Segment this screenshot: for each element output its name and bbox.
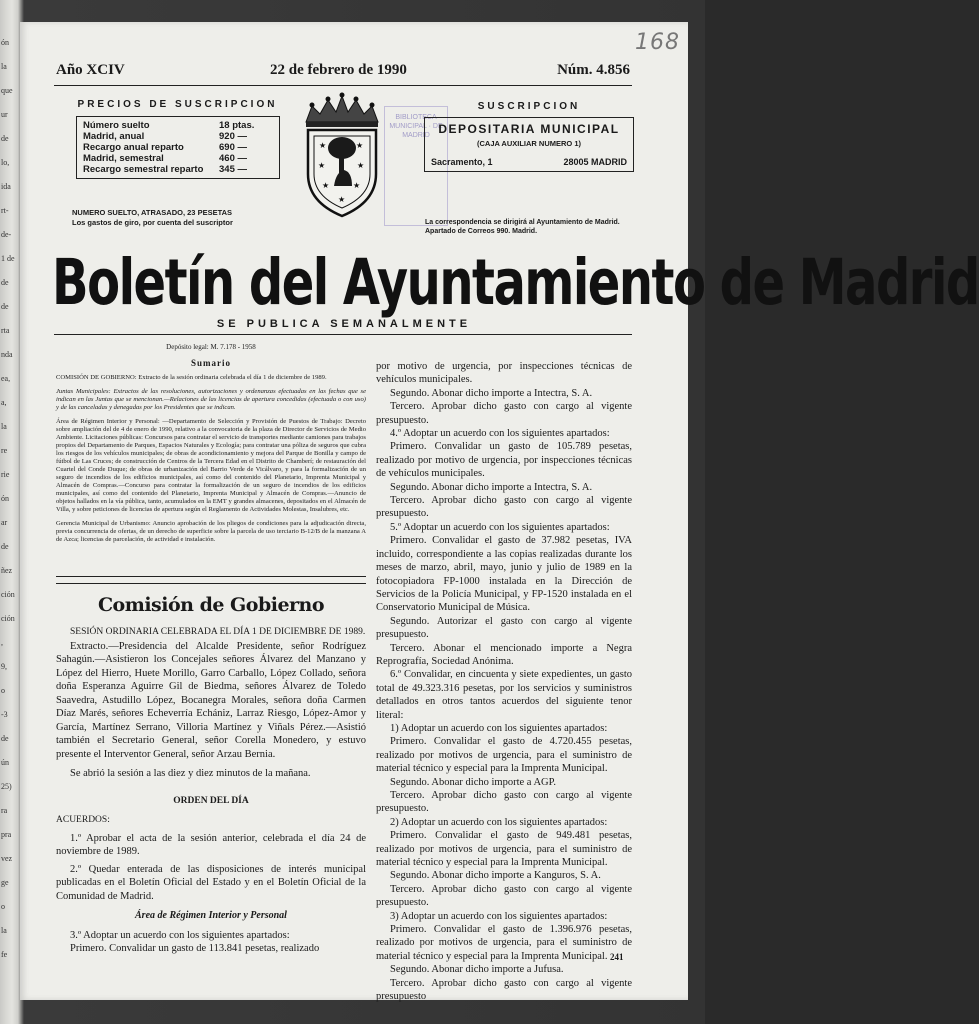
prev-page-fragment: 25) — [1, 782, 12, 791]
prev-page-fragment: de — [1, 134, 9, 143]
prev-page-fragment: nda — [1, 350, 13, 359]
paragraph: 6.º Convalidar, en cincuenta y siete expedientes, un gasto total de 49.323.316 pesetas, por los servicios y suministros detallados en otros tantos acuerdos del siguiente tenor literal: — [376, 669, 632, 721]
price-value: 690 — — [219, 142, 247, 153]
session-heading: SESIÓN ORDINARIA CELEBRADA EL DÍA 1 DE DICIEMBRE DE 1989. — [70, 627, 366, 637]
session-extract: Extracto.—Presidencia del Alcalde Presidente, señor Rodríguez Sahagún.—Asistieron los Concejales señores Álvarez del Manzano y López del Hierro, Huete Morillo, Garro Carballo, López Collado, señora doña Esperanza Aguirre Gil de Biedma, señores Álvarez de Toledo Saavedra, Astudillo López, Bocanegra Morales, señora doña Carmen Díaz Marés, señores Echeverría Echániz, Larraz Riesgo, López-Amor y García, Martínez Serrano, Villoria Martínez y Viñals Pérez.—Asistió también el Secretario General, señor Corella Monedero, y estuvo presente el Interventor General, señor Arzau Bernia. — [56, 640, 366, 760]
issue-year: Año XCIV — [56, 62, 125, 78]
office-box — [424, 117, 634, 172]
svg-text:★: ★ — [322, 181, 330, 190]
svg-text:★: ★ — [357, 161, 365, 170]
library-stamp: BIBLIOTECA MUNICIPAL · DE MADRID — [384, 106, 448, 226]
paragraph: Tercero. Abonar el mencionado importe a Negra Reprografía, Sociedad Anónima. — [376, 642, 632, 667]
paragraph: Primero. Convalidar un gasto de 105.789 pesetas, realizado por motivo de urgencia, por inspecciones técnicas de vehículos municipales. — [376, 441, 632, 480]
paragraph: Primero. Convalidar el gasto de 949.481 pesetas, realizado por motivos de urgencia, para el suministro de material técnico y especial para la Imprenta Municipal. — [376, 830, 632, 869]
prev-page-fragment: ñez — [1, 566, 13, 575]
handwritten-folio: 168 — [635, 30, 680, 55]
paragraph: 5.º Adoptar un acuerdo con los siguientes apartados: — [390, 521, 610, 533]
paragraph: 1) Adoptar un acuerdo con los siguientes apartados: — [390, 722, 608, 734]
subscription-office — [424, 101, 634, 172]
prev-page-fragment: la — [1, 422, 7, 431]
prev-page-fragment: de — [1, 734, 9, 743]
summary-title: Sumario — [190, 358, 231, 368]
left-column-text — [56, 626, 366, 956]
subscription-title: SUSCRIPCION — [477, 101, 581, 112]
page-number: 241 — [610, 952, 624, 962]
prev-page-fragment: , — [1, 638, 3, 647]
prices-title: PRECIOS DE SUSCRIPCION — [77, 99, 278, 110]
office-name: DEPOSITARIA MUNICIPAL — [438, 122, 620, 136]
svg-text:★: ★ — [356, 141, 364, 150]
issue-number: Núm. 4.856 — [557, 62, 630, 78]
paragraph: Tercero. Aprobar dicho gasto con cargo al vigente presupuesto. — [376, 883, 632, 909]
office-city: 28005 MADRID — [563, 157, 627, 167]
prev-page-fragment: ón — [1, 494, 9, 503]
office-sub: (CAJA AUXILIAR NUMERO 1) — [476, 139, 582, 148]
prev-page-fragment: re — [1, 446, 8, 455]
prev-page-fragment: ida — [1, 182, 11, 191]
prices-note-2: Los gastos de giro, por cuenta del suscriptor — [72, 218, 233, 227]
prev-page-fragment: de — [1, 542, 9, 551]
agenda-item: 3.º Adoptar un acuerdo con los siguientes apartados: — [70, 929, 290, 941]
prev-page-fragment: la — [1, 926, 7, 935]
paragraph: Tercero. Aprobar dicho gasto con cargo al vigente presupuesto. — [376, 401, 632, 426]
prev-page-fragment: 1 de — [1, 254, 15, 263]
prev-page-fragment: pra — [1, 830, 12, 839]
area-heading: Área de Régimen Interior y Personal — [135, 910, 287, 921]
agenda-item: 2.º Quedar enterada de las disposiciones de interés municipal publicadas en el Boletín Oficial del Estado y en el Boletín Oficial de la Comunidad de Madrid. — [56, 863, 366, 902]
tagline: SE PUBLICA SEMANALMENTE — [216, 318, 472, 330]
paragraph: Tercero. Aprobar dicho gasto con cargo al vigente presupuesto — [376, 977, 632, 1003]
masthead-rule — [54, 334, 632, 335]
price-value: 460 — — [219, 153, 247, 164]
prev-page-fragment: que — [1, 86, 13, 95]
summary-item: Gerencia Municipal de Urbanismo: Anuncio aprobación de los pliegos de condiciones para la adjudicación directa, previa concurrencia de ofertas, de un derecho de superficie sobre la parcela de uso terciario B-12/B de la manzana A de Azca; licencias de parcelación, de actividad e instalación. — [56, 520, 366, 543]
subscription-prices — [70, 99, 285, 179]
prev-page-fragment: rt- — [1, 206, 9, 215]
price-label: Recargo anual reparto — [83, 142, 184, 153]
paragraph: por motivo de urgencia, por inspecciones técnicas de vehículos municipales. — [376, 361, 632, 386]
price-row — [83, 120, 273, 131]
price-row — [83, 164, 273, 175]
prev-page-fragment: lo, — [1, 158, 10, 167]
agenda-item: 1.º Aprobar el acta de la sesión anterior, celebrada el día 24 de noviembre de 1989. — [56, 832, 366, 857]
right-column-text — [376, 360, 632, 1004]
correspondence-note: La correspondencia se dirigirá al Ayuntamiento de Madrid. Apartado de Correos 990. Madrid. — [425, 219, 620, 235]
prev-page-fragment: ón — [1, 38, 9, 47]
newspaper-page — [20, 22, 979, 1003]
prev-page-fragment: ea, — [1, 374, 11, 383]
paragraph: Tercero. Aprobar dicho gasto con cargo al vigente presupuesto. — [376, 790, 632, 815]
price-value: 345 — — [219, 164, 247, 175]
acuerdos-label: ACUERDOS: — [56, 815, 110, 825]
paragraph: Primero. Convalidar el gasto de 1.396.976 pesetas, realizado por motivos de urgencia, para el suministro de material técnico y especial para la Imprenta Municipal. — [376, 924, 632, 962]
paragraph: Segundo. Abonar dicho importe a AGP. — [390, 776, 556, 788]
summary-item: Área de Régimen Interior y Personal: —Departamento de Selección y Provisión de Puestos de Trabajo: Decreto sobre ampliación del de 4 de enero de 1990, relativo a la convocatoria de la plaza de Director de Servicios de Medio Ambiente. Licitaciones públicas: Concursos para contratar el servicio de transportes mediante camiones para trabajos propios del Departamento de Parques, Espacios Naturales y Ecología; para contratar una póliza de seguros que cubra los riesgos de los vehículos municipales; de obras de acondicionamiento y mejora del Parque de Bonilla y campo de fútbol de Las Cruces; de construcción de Centros de la Tercera Edad en el Distrito de Chamberí; de restauración del Cuartel del Conde Duque; de obras de urbanización del Barrio Verde de Vicálvaro, y para la formalización de un seguro de incendios de los edificios municipales, así como del contenido del Planetario, Imprenta Municipal y Almacén de Compras.—Concurso para contratar la formalización de un seguro de incendios de los edificios municipales, así como del contenido del Planetario, Imprenta Municipal y Almacén de Compras.—Anuncio de objetos hallados en la vía pública, tanto, acumulados en la EMT y grandes almacenes, depositados en el Almacén de Villa, y sobre peticiones de licencias de apertura según el Reglamento de Actividades Molestas, Insalubres, etc. — [56, 418, 366, 513]
paragraph: 4.º Adoptar un acuerdo con los siguientes apartados: — [390, 428, 610, 440]
price-row — [83, 131, 273, 142]
summary-item: COMISIÓN DE GOBIERNO: Extracto de la sesión ordinaria celebrada el día 1 de diciembre de 1989. — [56, 374, 327, 381]
section-divider — [56, 576, 366, 584]
office-address — [431, 157, 627, 167]
prev-page-fragment: de — [1, 278, 9, 287]
paragraph: Segundo. Abonar dicho importe a Jufusa. — [390, 964, 564, 976]
previous-page-edge — [0, 30, 17, 990]
prev-page-fragment: 9, — [1, 662, 7, 671]
madrid-coat-of-arms-icon — [298, 92, 386, 220]
issue-line — [56, 62, 630, 82]
price-row — [83, 142, 273, 153]
paragraph: Segundo. Autorizar el gasto con cargo al vigente presupuesto. — [376, 615, 632, 641]
prev-page-fragment: ción — [1, 590, 15, 599]
prev-page-fragment: -3 — [1, 710, 8, 719]
price-label: Recargo semestral reparto — [83, 164, 204, 175]
svg-text:★: ★ — [318, 161, 326, 170]
prices-note-1: NUMERO SUELTO, ATRASADO, 23 PESETAS — [72, 208, 233, 217]
prev-page-fragment: fe — [1, 950, 8, 959]
deposito-legal: Depósito legal: M. 7.178 - 1958 — [166, 343, 256, 351]
paragraph: Segundo. Abonar dicho importe a Kanguros, S. A. — [390, 870, 601, 882]
price-label: Madrid, anual — [83, 131, 145, 142]
svg-text:★: ★ — [319, 141, 327, 150]
svg-text:★: ★ — [353, 181, 361, 190]
paragraph: Segundo. Abonar dicho importe a Intectra, S. A. — [390, 387, 593, 399]
prev-page-fragment: ur — [1, 110, 8, 119]
paragraph: Primero. Convalidar el gasto de 37.982 pesetas, IVA incluido, correspondiente a las copias realizadas durante los meses de marzo, abril, mayo, junio y julio de 1989 en la fotocopiadora FP-1000 instalada en la Dirección de Servicios de la Policía Municipal, y FP-1520 instalada en el Conservatorio Municipal de Música. — [376, 535, 632, 614]
summary — [56, 358, 366, 544]
prev-page-fragment: rta — [1, 326, 10, 335]
prices-notes — [72, 208, 292, 228]
prev-page-fragment: o — [1, 902, 5, 911]
paragraph: Primero. Convalidar el gasto de 4.720.455 pesetas, realizado por motivos de urgencia, para el suministro de material técnico y especial para la Imprenta Municipal. — [376, 736, 632, 775]
prev-page-fragment: ra — [1, 806, 8, 815]
header-rule — [54, 85, 632, 86]
session-opening: Se abrió la sesión a las diez y diez minutos de la mañana. — [70, 768, 311, 779]
prev-page-fragment: de- — [1, 230, 12, 239]
prev-page-fragment: o — [1, 686, 5, 695]
prev-page-fragment: la — [1, 62, 7, 71]
prev-page-fragment: ar — [1, 518, 8, 527]
agenda-heading: ORDEN DEL DÍA — [173, 795, 249, 806]
prices-table — [76, 116, 280, 179]
price-label: Madrid, semestral — [83, 153, 164, 164]
price-label: Número suelto — [83, 120, 150, 131]
price-value: 920 — — [219, 131, 247, 142]
masthead-title: Boletín del Ayuntamiento de Madrid — [52, 245, 979, 320]
svg-text:★: ★ — [338, 195, 346, 204]
paragraph: 3) Adoptar un acuerdo con los siguientes apartados: — [390, 910, 608, 922]
prev-page-fragment: vez — [1, 854, 13, 863]
prev-page-fragment: de — [1, 302, 9, 311]
agenda-item: Primero. Convalidar un gasto de 113.841 pesetas, realizado — [70, 943, 320, 954]
prev-page-fragment: ge — [1, 878, 9, 887]
paragraph: 2) Adoptar un acuerdo con los siguientes apartados: — [390, 816, 608, 828]
prev-page-fragment: rie — [1, 470, 10, 479]
price-row — [83, 153, 273, 164]
prev-page-fragment: ción — [1, 614, 15, 623]
section-title: Comisión de Gobierno — [97, 594, 325, 616]
issue-date: 22 de febrero de 1990 — [270, 62, 407, 78]
paragraph: Tercero. Aprobar dicho gasto con cargo al vigente presupuesto. — [376, 495, 632, 520]
summary-item: Juntas Municipales: Extractos de las resoluciones, autorizaciones y ordenanzas efectuadas en las fechas que se indican en las Juntas que se mencionan.—Relaciones de las licencias de apertura concedidas (efectuada o con uso) y de las canceladas y denegadas por los Presidentes que se indican. — [56, 388, 366, 411]
prev-page-fragment: a, — [1, 398, 7, 407]
prev-page-fragment: ún — [1, 758, 9, 767]
price-value: 18 ptas. — [219, 120, 255, 131]
paragraph: Segundo. Abonar dicho importe a Intectra, S. A. — [390, 481, 593, 493]
office-street: Sacramento, 1 — [431, 157, 493, 167]
